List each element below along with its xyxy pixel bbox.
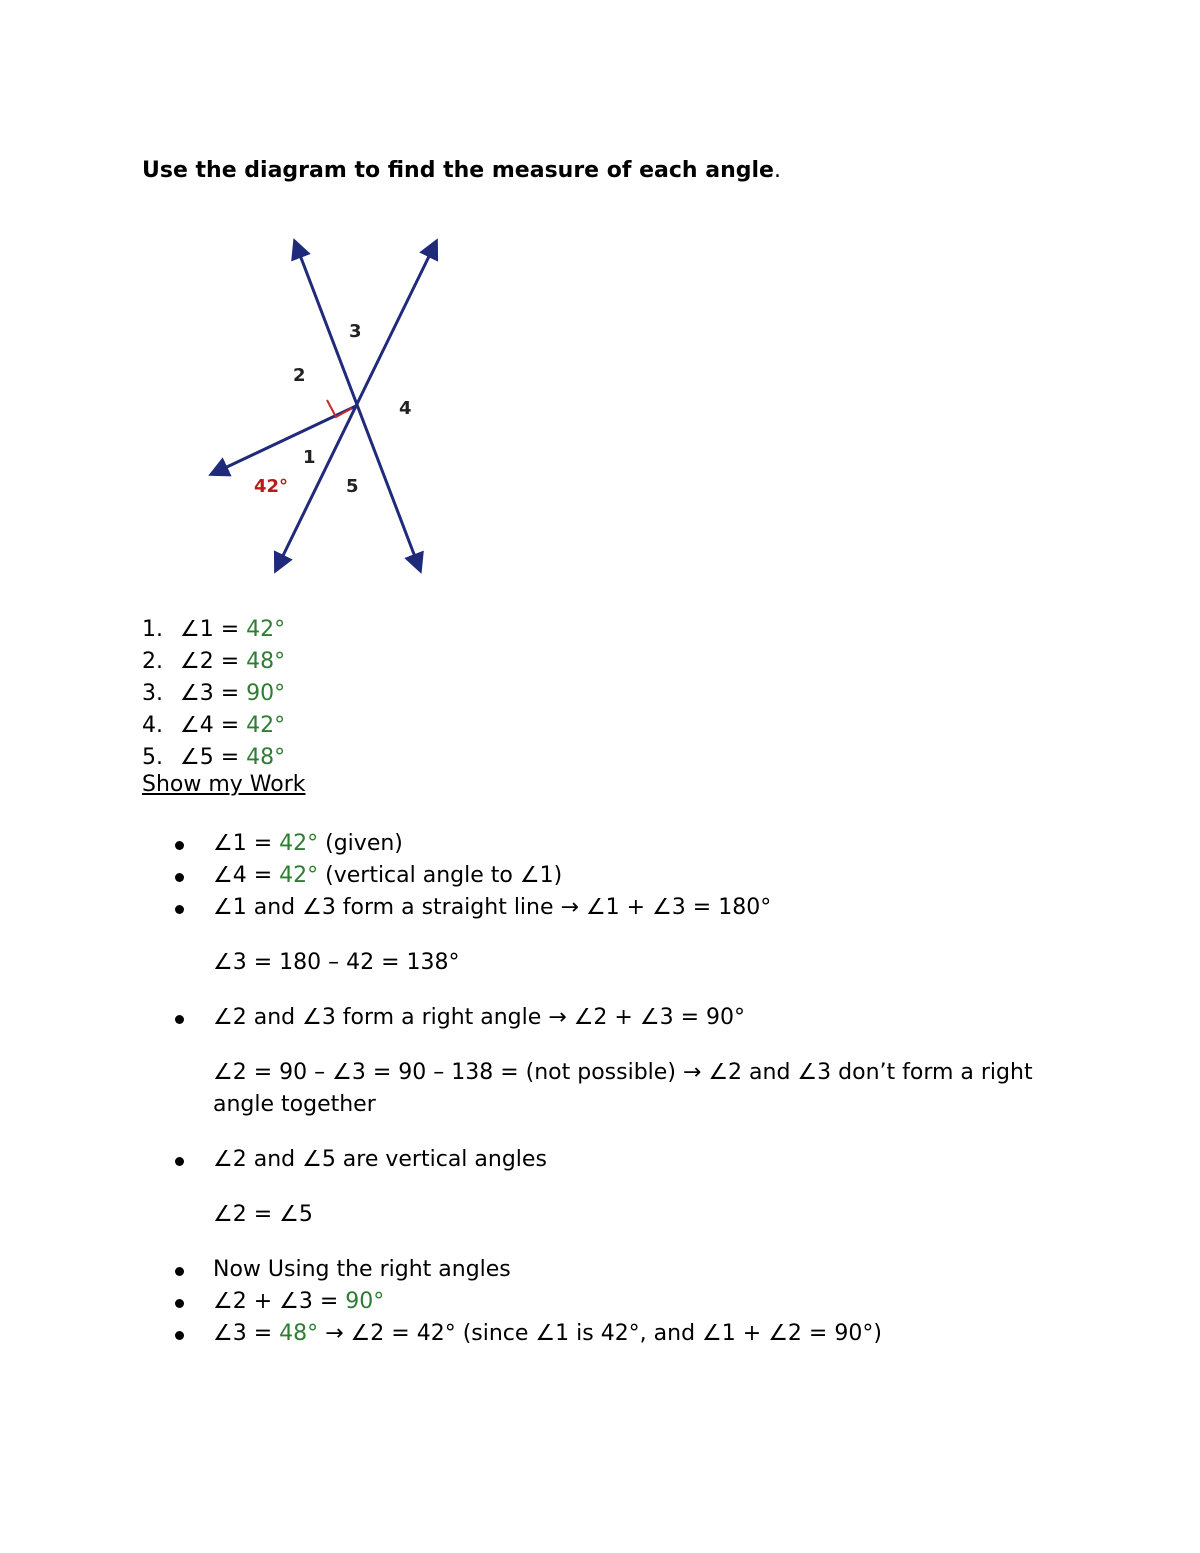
- angle-diagram: [200, 232, 460, 582]
- angle-label-1: 1: [303, 447, 316, 468]
- bullet-icon: [175, 1267, 184, 1276]
- heading-text: Use the diagram to find the measure of each angle: [142, 158, 774, 183]
- work-bullet: ∠2 and ∠5 are vertical angles: [142, 1144, 1042, 1176]
- work-subline: ∠3 = 180 – 42 = 138°: [213, 950, 460, 975]
- work-bullet: ∠1 = 42° (given): [142, 828, 1042, 860]
- given-angle-label: 42°: [254, 476, 289, 497]
- answer-item: 5. ∠5 = 48°: [142, 745, 286, 770]
- answers-list: [142, 614, 285, 774]
- work-bullet: ∠2 + ∠3 = 90°: [142, 1286, 1042, 1318]
- answer-item: 2. ∠2 = 48°: [142, 649, 286, 674]
- bullet-icon: [175, 905, 184, 914]
- work-bullet: Now Using the right angles: [142, 1254, 1042, 1286]
- work-subline: ∠2 = ∠5: [213, 1202, 313, 1227]
- bullet-icon: [175, 1157, 184, 1166]
- answer-item: 1. ∠1 = 42°: [142, 617, 286, 642]
- bullet-icon: [175, 1015, 184, 1024]
- bullet-icon: [175, 841, 184, 850]
- angle-label-5: 5: [346, 476, 359, 497]
- work-bullet: ∠4 = 42° (vertical angle to ∠1): [142, 860, 1042, 892]
- bullet-icon: [175, 873, 184, 882]
- work-bullet: ∠2 and ∠3 form a right angle → ∠2 + ∠3 = 90°: [142, 1002, 1042, 1034]
- work-bullet: ∠1 and ∠3 form a straight line → ∠1 + ∠3 = 180°: [142, 892, 1042, 924]
- ray-c: [212, 406, 356, 474]
- answer-item: 4. ∠4 = 42°: [142, 713, 286, 738]
- angle-label-2: 2: [293, 365, 306, 386]
- answer-item: 3. ∠3 = 90°: [142, 681, 286, 706]
- heading-period: .: [773, 158, 781, 183]
- angle-label-4: 4: [399, 398, 412, 419]
- angle-label-3: 3: [349, 321, 362, 342]
- work-subline: ∠2 = 90 – ∠3 = 90 – 138 = (not possible) → ∠2 and ∠3 don’t form a right angle together: [213, 1060, 1033, 1117]
- question-heading: [142, 158, 781, 183]
- show-work-title: Show my Work: [142, 772, 306, 797]
- work-bullet: ∠3 = 48° → ∠2 = 42° (since ∠1 is 42°, and ∠1 + ∠2 = 90°): [142, 1318, 1042, 1350]
- work-section: [142, 828, 1042, 1350]
- bullet-icon: [175, 1331, 184, 1340]
- bullet-icon: [175, 1299, 184, 1308]
